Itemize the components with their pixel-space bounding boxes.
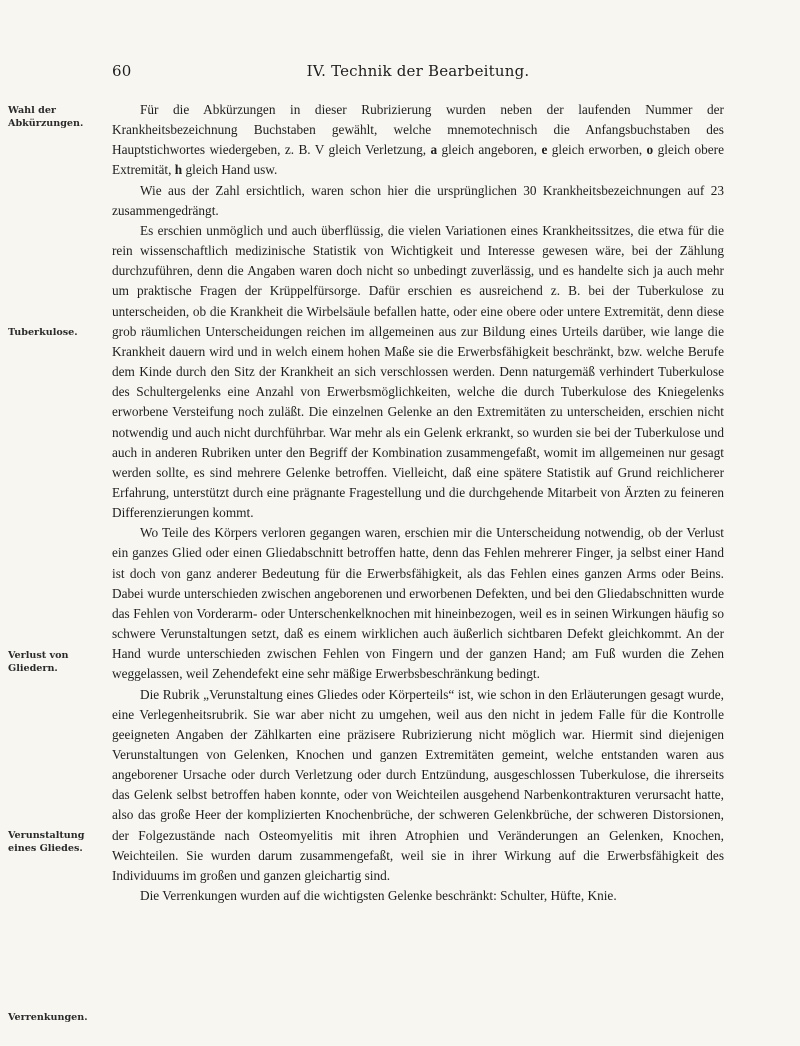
- running-head: IV. Technik der Bearbeitung.: [306, 62, 530, 80]
- paragraph-verlust: Wo Teile des Körpers verloren gegangen waren, erschien mir die Unterscheidung notwendig, ob der Verlust ein ganzes Glied oder einen Gliedabschnitt betroffen hatte, denn das Fehlen mehrerer Finger, ja selbst einer Hand ist doch von ganz anderer Bedeutung für die Erwerbsfähigkeit, als das Fehlen eines ganzen Arms oder Beins. Dabei wurde unterschieden zwischen angeborenen und erworbenen Defekten, und bei den Gliedabschnitten wurde das Fehlen von Vorderarm- oder Unterschenkelknochen mit hineinbezogen, weil es in seinen Wirkungen häufig so schwere Verunstaltungen setzt, daß es einem wirklichen auch äußerlich sichtbaren Defekt gleichkommt. An der Hand wurde unterschieden zwischen Fehlen von Fingern und der ganzen Hand; am Fuß wurden die Zehen weggelassen, weil Zehendefekt eine sehr mäßige Erwerbsbeschränkung bedingt.: [112, 525, 724, 682]
- margin-note-verrenkungen: Verrenkungen.: [8, 1012, 88, 1023]
- paragraph-zahl: Wie aus der Zahl ersichtlich, waren schon hier die ursprünglichen 30 Krankheitsbezeichnungen auf 23 zusammengedrängt.: [112, 182, 724, 218]
- paragraph-abkuerzungen: Für die Abkürzungen in dieser Rubrizierung wurden neben der laufenden Nummer der Krankheitsbezeichnung Buchstaben gewählt, welche mnemotechnisch die Anfangsbuchstaben des Hauptstichwortes wiedergeben, z. B. V gleich Verletzung, a gleich angeboren, e gleich erworben, o gleich obere Extremität, h gleich Hand usw.: [112, 102, 724, 178]
- paragraph-tuberkulose: Es erschien unmöglich und auch überflüssig, die vielen Variationen eines Krankheitssitzes, die etwa für die rein wissenschaftlich medizinische Statistik von Wichtigkeit und Interesse gewesen wäre, bei der Zählung durchzuführen, denn die Angaben waren doch nicht so unbedingt zuverlässig, und es handelte sich ja auch mehr um praktische Fragen der Krüppelfürsorge. Dafür erschien es ausreichend z. B. bei der Tuberkulose zu unterscheiden, ob die Krankheit die Wirbelsäule befallen hatte, oder eine obere oder untere Extremität, denn diese grob räumlichen Unterscheidungen reichen im allgemeinen aus zur Bildung eines Urteils darüber, wie lange die Krankheit dauern wird und in welch einem hohen Maße sie die Erwerbsfähigkeit beschränkt, bzw. welche Berufe dem Kinde durch den Sitz der Krankheit an sich verschlossen werden. Denn naturgemäß verhindert Tuberkulose des Schultergelenks eine Anzahl von Erwerbsmöglichkeiten, welche die durch Tuberkulose des Kniegelenks erworbene Versteifung noch zuläßt. Die einzelnen Gelenke an den Extremitäten zu unterscheiden, erschien nicht notwendig und auch nicht durchführbar. War mehr als ein Gelenk erkrankt, so wurden sie bei der Tuberkulose und auch in anderen Rubriken unter den Begriff der Kombination zusammengefaßt, womit im allgemeinen nur gesagt werden sollte, es sind mehrere Gelenke betroffen. Vielleicht, daß eine spätere Statistik auf Grund reichlicherer Erfahrung, unterstützt durch eine prägnante Fragestellung und die durchgehende Mitarbeit von Ärzten zu feineren Differenzierungen kommt.: [112, 222, 724, 521]
- paragraph-verunstaltung: Die Rubrik „Verunstaltung eines Gliedes oder Körperteils“ ist, wie schon in den Erläuterungen gesagt wurde, eine Verlegenheitsrubrik. Sie war aber nicht zu umgehen, weil aus den nicht in jedem Falle für die Kontrolle geeigneten Angaben der Zählkarten eine präzisere Rubrizierung nicht möglich war. Hiermit sind diejenigen Verunstaltungen von Gelenken, Knochen und ganzen Extremitäten gemeint, welche entstanden waren aus angeborener Ursache oder durch Verletzung oder durch Entzündung, ausgeschlossen Tuberkulose, die ihrerseits das Gelenk selbst betroffen haben konnte, oder von Weichteilen ausgehend Narbenkontrakturen verursacht hatte, also das große Heer der komplizierten Knochenbrüche, der schweren Gelenkbrüche, der schweren Distorsionen, der Folgezustände nach Osteomyelitis mit ihren Atrophien und Veränderungen an Gelenken, Knochen, Weichteilen. Sie wurden darum zusammengefaßt, weil sie in ihrer Wirkung auf die Erwerbsfähigkeit des Individuums im großen und ganzen gleichartig sind.: [112, 686, 724, 883]
- margin-note-verunstaltung: Verunstaltung eines Gliedes.: [8, 830, 85, 854]
- body-text: [112, 100, 724, 906]
- margin-note-wahl: Wahl der Abkürzungen.: [8, 105, 84, 129]
- margin-note-tuberkulose: Tuberkulose.: [8, 327, 78, 338]
- page-number: 60: [112, 62, 132, 80]
- paragraph-verrenkungen: Die Verrenkungen wurden auf die wichtigsten Gelenke beschränkt: Schulter, Hüfte, Knie.: [140, 888, 617, 904]
- page-header: [112, 62, 724, 84]
- margin-note-verlust: Verlust von Gliedern.: [8, 650, 69, 674]
